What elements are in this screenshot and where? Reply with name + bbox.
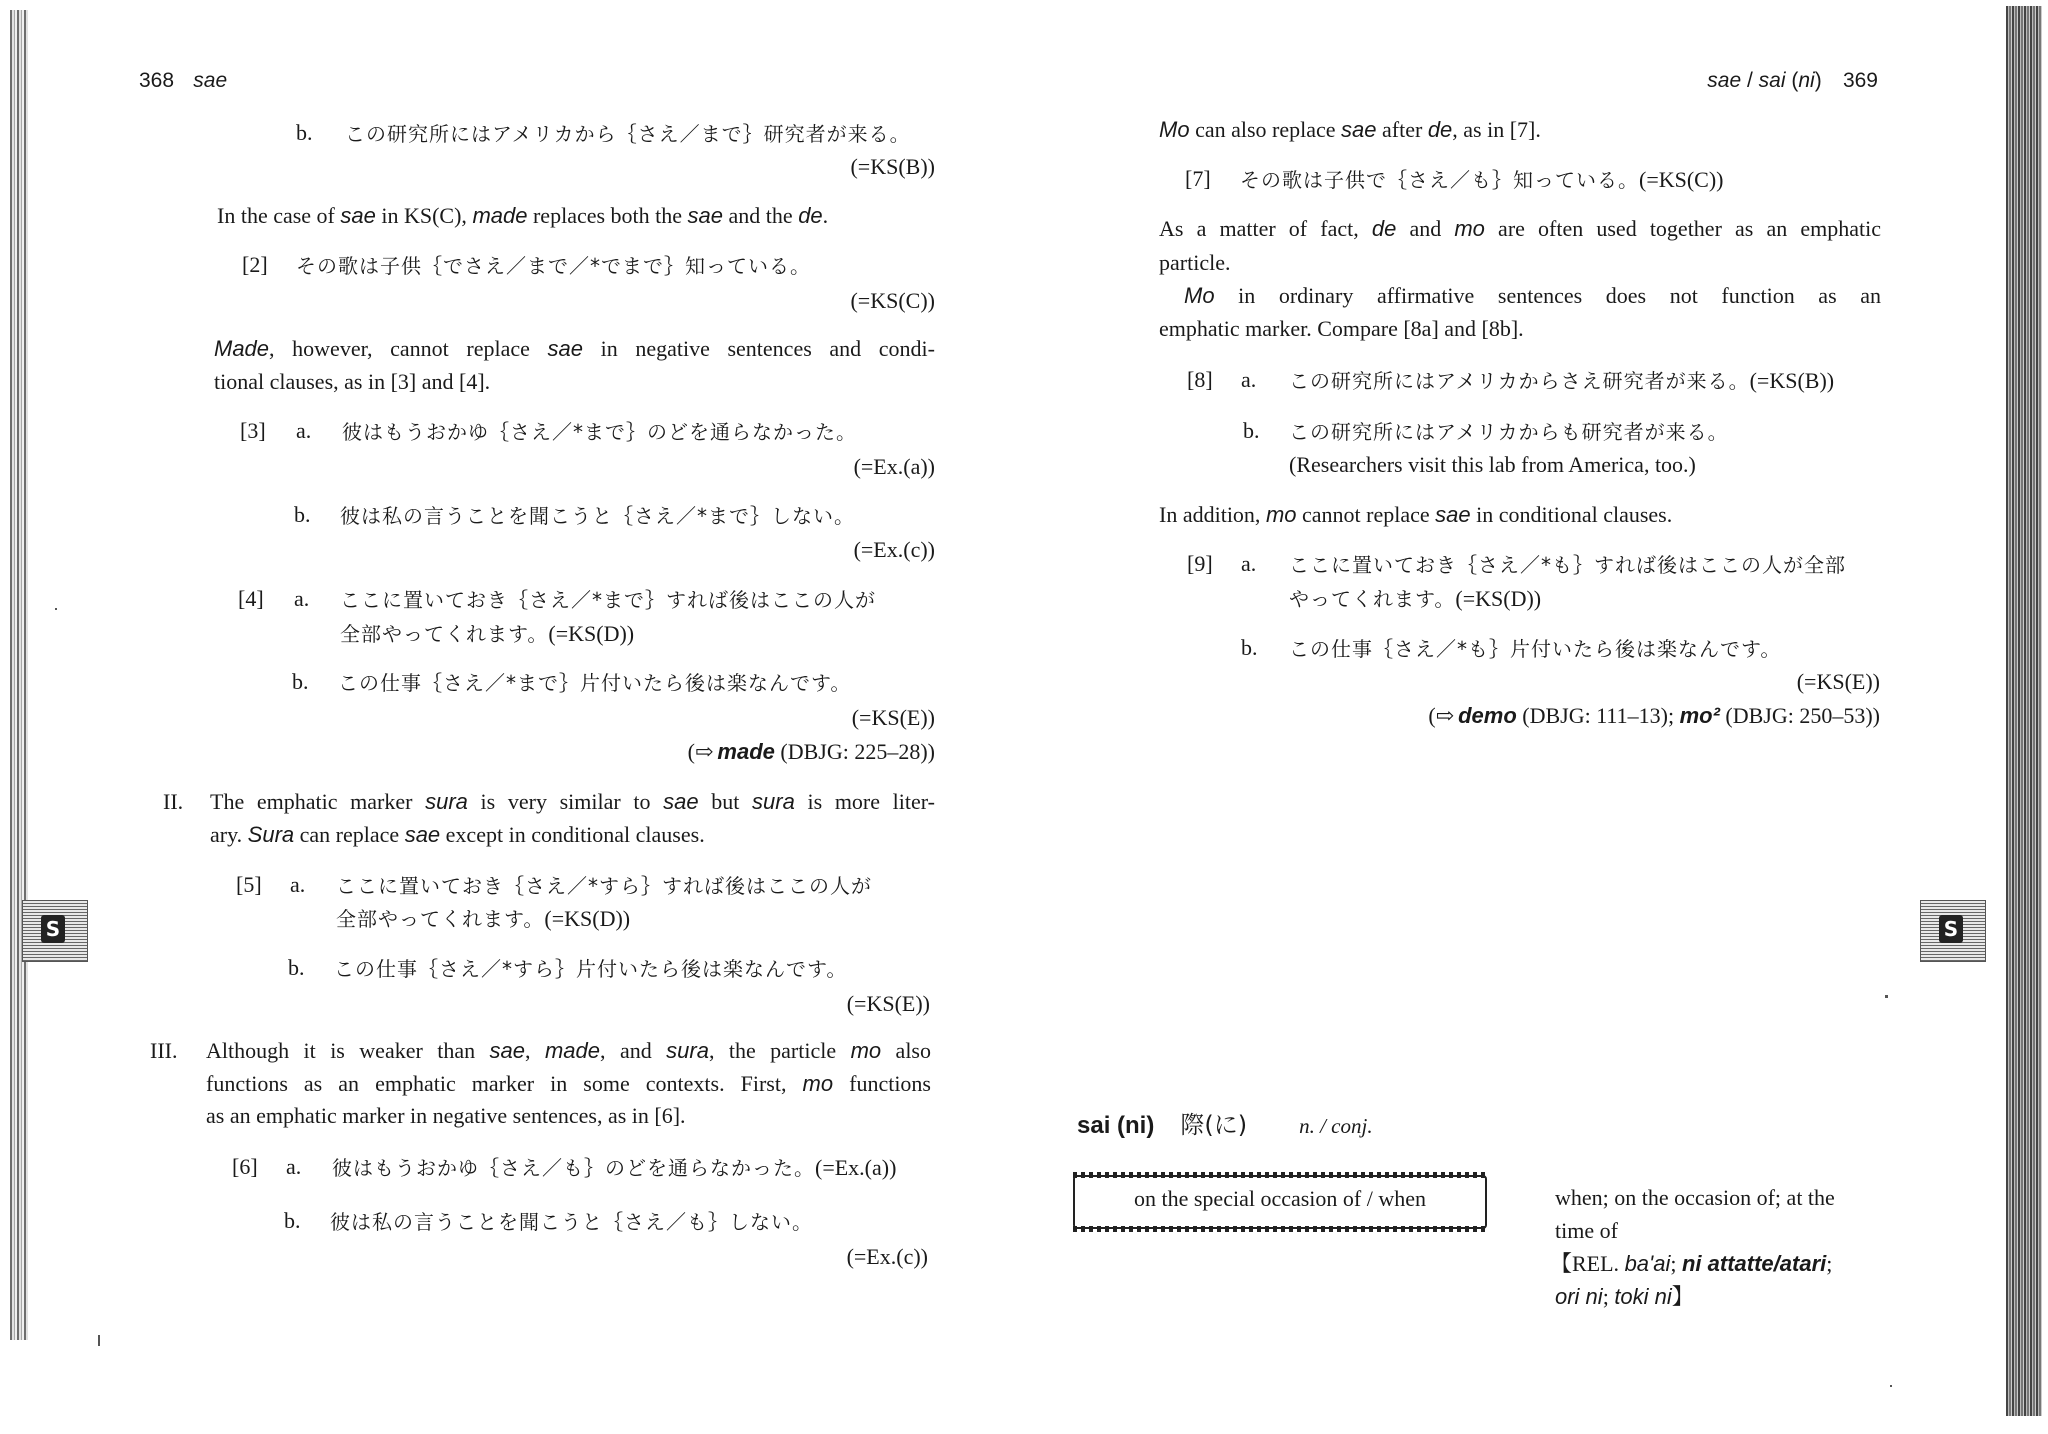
example-letter: a.	[290, 872, 306, 897]
example-letter: b.	[294, 502, 311, 527]
paragraph-affirm-line2: emphatic marker. Compare [8a] and [8b].	[1159, 316, 1524, 341]
section-ii-line1: The emphatic marker sura is very similar to sae but sura is more liter-	[210, 789, 935, 814]
thumb-tab-letter: S	[41, 915, 65, 943]
paragraph-negative-line2: tional clauses, as in [3] and [4].	[214, 369, 491, 394]
entry-kanji: 際(に)	[1180, 1111, 1248, 1139]
example-japanese: この仕事｛さえ／*も｝片付いたら後は楽なんです。	[1289, 637, 1782, 661]
example-letter: b.	[292, 669, 309, 694]
example-japanese: この仕事｛さえ／*まで｝片付いたら後は楽なんです。	[338, 671, 852, 695]
example-number: [5]	[236, 872, 262, 897]
left-running-header	[139, 68, 227, 93]
example-japanese: 彼はもうおかゆ｛さえ／*まで｝のどを通らなかった。	[342, 420, 857, 444]
example-japanese-continued: 全部やってくれます。(=KS(D))	[340, 621, 635, 646]
section-numeral: II.	[163, 789, 184, 814]
related-entries-line1: 【REL. ba'ai; ni attatte/atari;	[1550, 1251, 1833, 1276]
paragraph-fact-line1: As a matter of fact, de and mo are often used together as an emphatic	[1159, 216, 1882, 241]
example-japanese-continued: 全部やってくれます。(=KS(D))	[336, 906, 631, 931]
example-letter: b.	[296, 120, 313, 145]
paragraph-addition: In addition, mo cannot replace sae in conditional clauses.	[1159, 502, 1673, 527]
example-letter: a.	[286, 1154, 302, 1179]
cross-reference: (⇨ demo (DBJG: 111–13); mo² (DBJG: 250–53))	[1428, 703, 1880, 728]
example-reference: (=Ex.(c))	[846, 1244, 928, 1269]
definition-line2: time of	[1555, 1218, 1618, 1243]
example-reference: (=Ex.(a))	[853, 454, 935, 479]
example-japanese-continued: やってくれます。(=KS(D))	[1289, 586, 1542, 611]
left-page	[0, 0, 1000, 1434]
example-japanese: ここに置いておき｛さえ／*すら｝すれば後はここの人が	[336, 874, 872, 898]
example-reference: (=KS(C))	[850, 288, 935, 313]
section-iii-line2: functions as an emphatic marker in some contexts. First, mo functions	[206, 1071, 931, 1096]
example-letter: b.	[1243, 418, 1260, 443]
section-iii-line1: Although it is weaker than sae, made, and sura, the particle mo also	[206, 1038, 931, 1063]
page-number: 368	[139, 69, 175, 92]
example-letter: b.	[1241, 635, 1258, 660]
example-number: [7]	[1185, 166, 1211, 191]
example-letter: b.	[288, 955, 305, 980]
scan-speck	[55, 608, 57, 610]
example-japanese: ここに置いておき｛さえ／*も｝すれば後はここの人が全部	[1289, 553, 1846, 577]
entry-heading	[1077, 1105, 1373, 1140]
example-reference: (=KS(B))	[850, 154, 935, 179]
paragraph-negative-line1: Made, however, cannot replace sae in negative sentences and condi-	[214, 336, 935, 361]
example-letter: b.	[284, 1208, 301, 1233]
definition-line1: when; on the occasion of; at the	[1555, 1185, 1835, 1210]
example-number: [8]	[1187, 367, 1213, 392]
example-japanese: この仕事｛さえ／*すら｝片付いたら後は楽なんです。	[334, 957, 848, 981]
example-japanese: 彼は私の言うことを聞こうと｛さえ／も｝しない。	[330, 1210, 813, 1234]
paragraph-fact-line2: particle.	[1159, 250, 1231, 275]
entry-headword: sai (ni)	[1077, 1112, 1155, 1139]
example-japanese: ここに置いておき｛さえ／*まで｝すれば後はここの人が	[340, 588, 876, 612]
thumb-tab-right	[1920, 900, 1986, 962]
page-edge-left	[10, 10, 28, 1340]
scan-speck	[1885, 995, 1888, 998]
example-number: [4]	[238, 586, 264, 611]
example-japanese: 彼は私の言うことを聞こうと｛さえ／*まで｝しない。	[340, 504, 855, 528]
scan-speck	[98, 1335, 100, 1346]
example-japanese: この研究所にはアメリカから｛さえ／まで｝研究者が来る。	[345, 122, 911, 146]
gloss-text: on the special occasion of / when	[1133, 1186, 1426, 1211]
example-number: [2]	[242, 252, 268, 277]
scan-speck	[1890, 1385, 1892, 1387]
example-translation: (Researchers visit this lab from America, too.)	[1289, 452, 1696, 477]
section-iii-line3: as an emphatic marker in negative sentences, as in [6].	[206, 1103, 686, 1128]
related-entries-line2: ori ni; toki ni】	[1555, 1284, 1694, 1309]
example-reference: (=Ex.(c))	[853, 537, 935, 562]
right-running-header: sae / sai (ni) 369	[1707, 69, 1878, 92]
example-japanese: この研究所にはアメリカからも研究者が来る。	[1289, 420, 1729, 444]
example-letter: a.	[1241, 551, 1257, 576]
page-edge-right	[2006, 6, 2042, 1416]
example-number: [9]	[1187, 551, 1213, 576]
right-page	[1000, 0, 2048, 1434]
example-reference: (=KS(E))	[851, 705, 935, 730]
section-ii-line2: ary. Sura can replace sae except in conditional clauses.	[210, 822, 705, 847]
page-number: 369	[1842, 69, 1878, 92]
entry-part-of-speech: n. / conj.	[1299, 1114, 1373, 1138]
cross-reference: (⇨ made (DBJG: 225–28))	[687, 739, 935, 764]
section-numeral: III.	[150, 1038, 178, 1063]
example-japanese: この研究所にはアメリカからさえ研究者が来る。(=KS(B))	[1289, 368, 1835, 393]
example-letter: a.	[296, 418, 312, 443]
paragraph-affirm-line1: Mo in ordinary affirmative sentences does not function as an	[1184, 283, 1881, 308]
example-letter: a.	[1241, 367, 1257, 392]
example-number: [6]	[232, 1154, 258, 1179]
running-head: sae	[193, 69, 228, 92]
thumb-tab-letter: S	[1939, 915, 1963, 943]
example-number: [3]	[240, 418, 266, 443]
thumb-tab-left	[22, 900, 88, 962]
example-reference: (=KS(E))	[1796, 669, 1880, 694]
example-reference: (=KS(E))	[846, 991, 930, 1016]
paragraph-ks-c: In the case of sae in KS(C), made replaces both the sae and the de.	[217, 203, 829, 228]
example-japanese: 彼はもうおかゆ｛さえ／も｝のどを通らなかった。(=Ex.(a))	[332, 1155, 897, 1180]
gloss-box	[1073, 1175, 1487, 1229]
example-japanese: その歌は子供で｛さえ／も｝知っている。(=KS(C))	[1240, 167, 1724, 192]
example-letter: a.	[294, 586, 310, 611]
example-japanese: その歌は子供｛でさえ／まで／*でまで｝知っている。	[296, 254, 811, 278]
paragraph-mo-de: Mo can also replace sae after de, as in [7].	[1159, 117, 1541, 142]
